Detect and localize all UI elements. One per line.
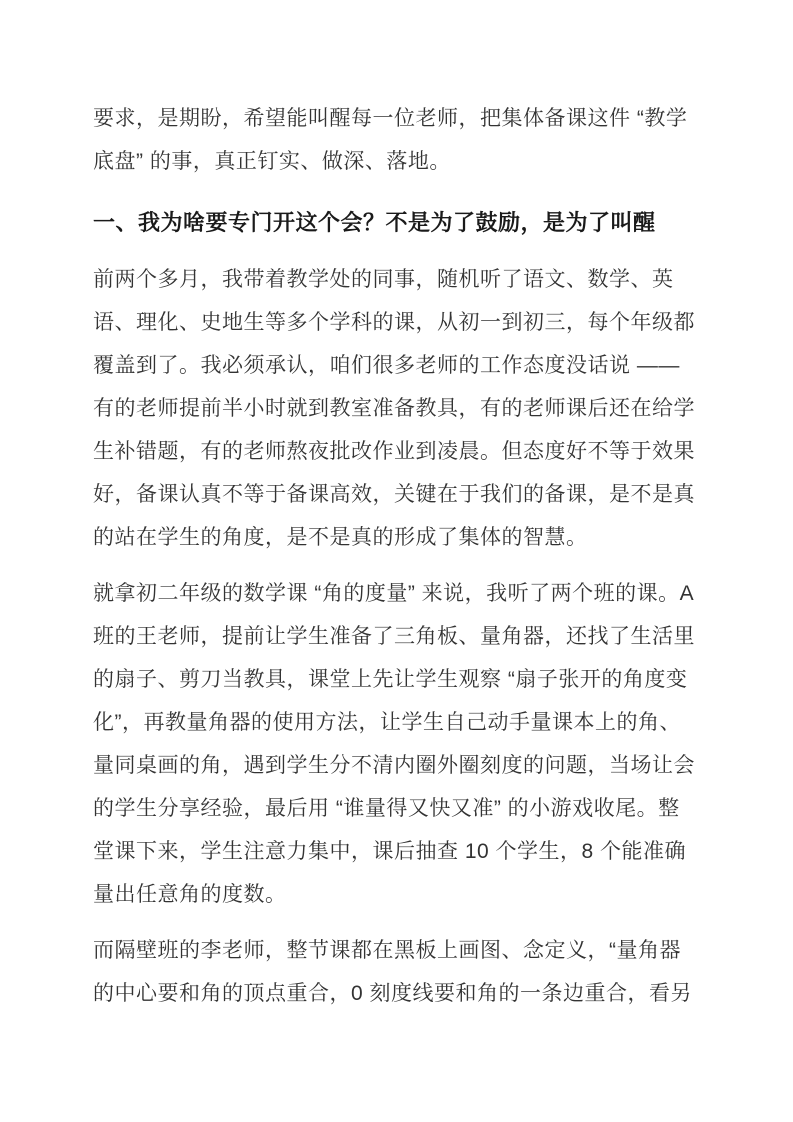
paragraph-teacher-li-example: 而隔壁班的李老师，整节课都在黑板上画图、念定义，“量角器的中心要和角的顶点重合，0 刻度线要和角的一条边重合，看另 bbox=[93, 939, 693, 1005]
section-1-heading: 一、我为啥要专门开这个会？不是为了鼓励，是为了叫醒 bbox=[93, 210, 656, 235]
paragraph-intro: 要求，是期盼，希望能叫醒每一位老师，把集体备课这件 “教学底盘” 的事，真正钉实、做深、落地。 bbox=[93, 107, 688, 173]
paragraph-listening-classes: 前两个多月，我带着教学处的同事，随机听了语文、数学、英语、理化、史地生等多个学科的课，从初一到初三，每个年级都覆盖到了。我必须承认，咱们很多老师的工作态度没话说 —— 有的老师提前半小时就到教室准备教具，有的老师课后还在给学生补错题，有的老师熬夜批改作业到凌晨。但态度好不等于效果好，备课认真不等于备课高效，关键在于我们的备课，是不是真的站在学生的角度，是不是真的形成了集体的智慧。 bbox=[93, 268, 695, 549]
paragraph-teacher-wang-example: 就拿初二年级的数学课 “角的度量” 来说，我听了两个班的课。A 班的王老师，提前让学生准备了三角板、量角器，还找了生活里的扇子、剪刀当教具，课堂上先让学生观察 “扇子张开的角度变化”，再教量角器的使用方法，让学生自己动手量课本上的角、量同桌画的角，遇到学生分不清内圈外圈刻度的问题，当场让会的学生分享经验，最后用 “谁量得又快又准” 的小游戏收尾。整堂课下来，学生注意力集中，课后抽查 10 个学生，8 个能准确量出任意角的度数。 bbox=[93, 582, 695, 906]
